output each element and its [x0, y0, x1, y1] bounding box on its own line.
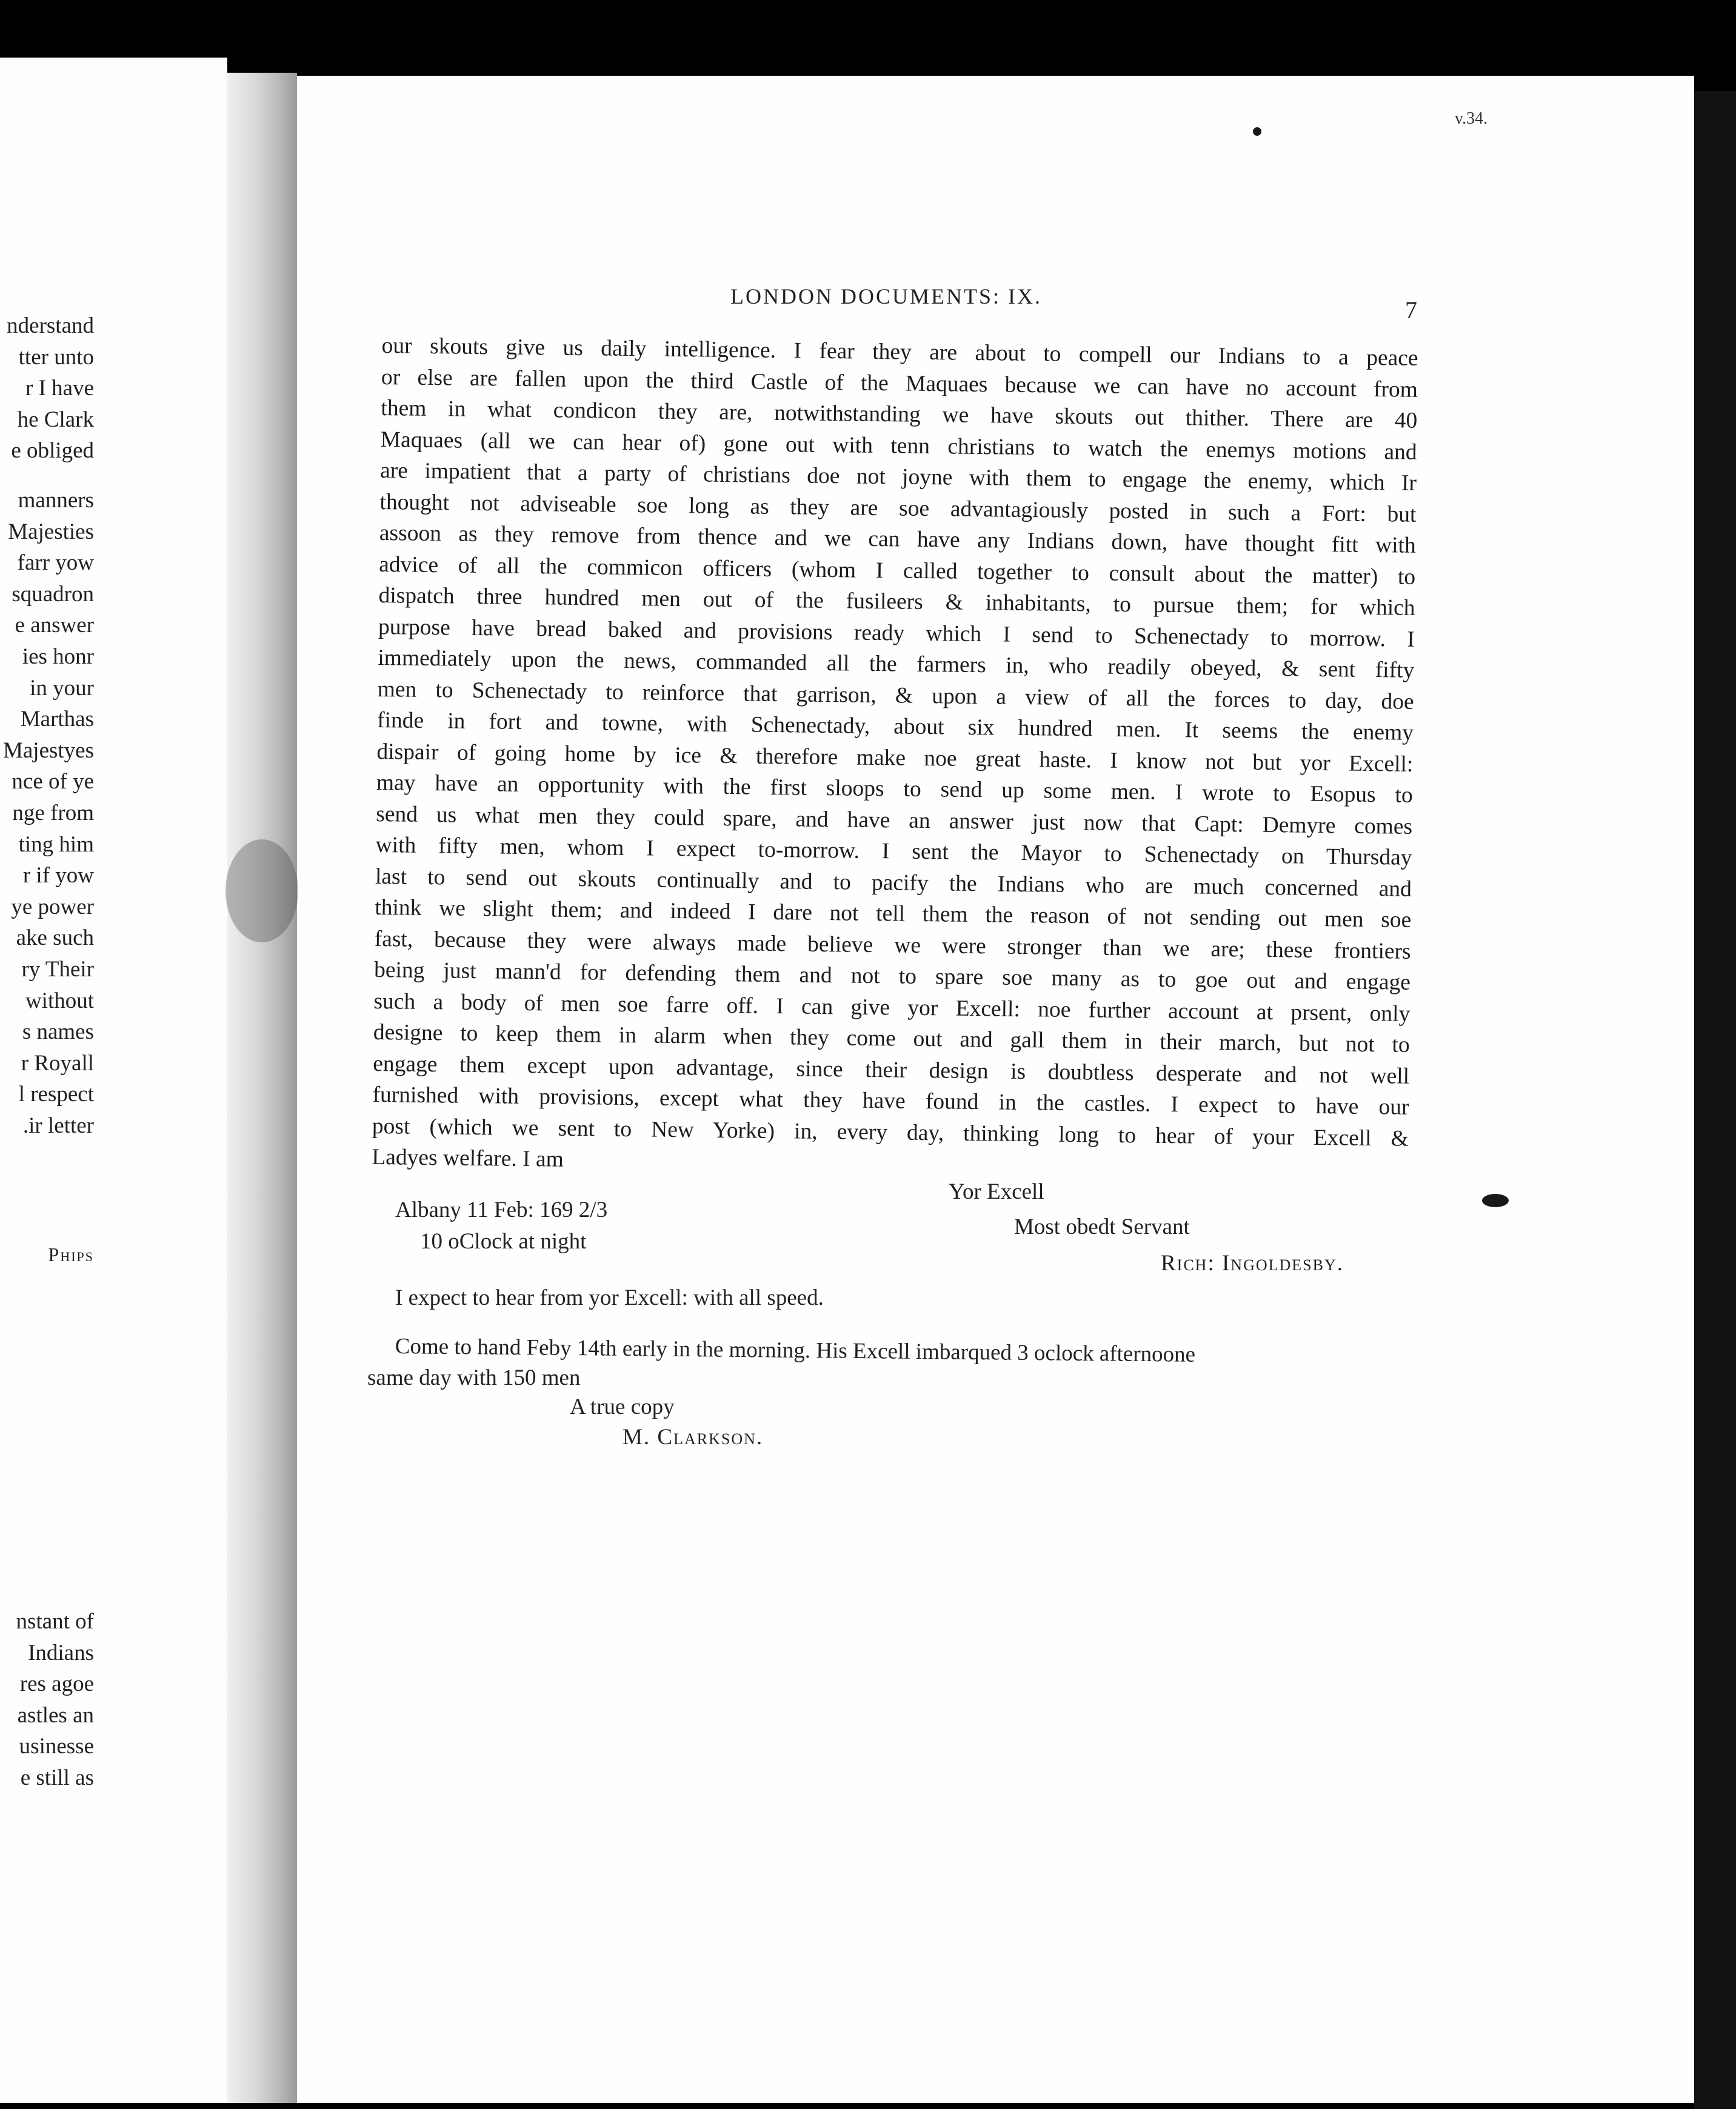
- book-gutter: [227, 73, 297, 2103]
- clerk-signature: M. Clarkson.: [623, 1425, 764, 1450]
- folio-mark: v.34.: [1455, 109, 1488, 128]
- letter-body: [372, 330, 1418, 1185]
- left-line: Majesties: [8, 519, 94, 544]
- receipt-note: Come to hand Feby 14th early in the morning. His Excell imbarqued 3 oclock afternoone: [395, 1334, 1196, 1367]
- left-line: ake such: [16, 925, 94, 951]
- left-line: he Clark: [17, 407, 94, 432]
- left-page-block-2: [0, 485, 94, 1141]
- receipt-note-2: same day with 150 men: [367, 1365, 581, 1390]
- left-line: Majestyes: [2, 738, 94, 763]
- body-line: fast, because they were always made believe we were stronger than we are; these frontiers: [374, 926, 1411, 964]
- body-line: are impatient that a party of christians doe not joyne with them to engage the enemy, which Ir: [379, 458, 1417, 496]
- left-line: l respect: [18, 1082, 94, 1107]
- body-line: designe to keep them in alarm when they come out and gall them in their march, but not to: [373, 1019, 1410, 1058]
- body-line: post (which we sent to New Yorke) in, every day, thinking long to hear of your Excell &: [372, 1113, 1409, 1151]
- left-line: e obliged: [11, 438, 94, 464]
- left-line: ting him: [18, 831, 94, 857]
- place-date: Albany 11 Feb: 169 2/3: [395, 1198, 608, 1222]
- body-line: assoon as they remove from thence and we can have any Indians down, have thought fitt with: [379, 520, 1417, 558]
- body-line: think we slight them; and indeed I dare not tell them the reason of not sending out men soe: [375, 895, 1412, 933]
- left-line: nderstand: [7, 313, 94, 338]
- left-line: r Royall: [21, 1050, 94, 1076]
- left-page-block-3: [0, 1606, 94, 1794]
- left-line: without: [25, 988, 94, 1013]
- left-line: tter unto: [18, 344, 94, 370]
- body-line: engage them except upon advantage, since their design is doubtless desperate and not well: [372, 1051, 1410, 1089]
- postscript: I expect to hear from yor Excell: with all speed.: [395, 1285, 824, 1310]
- running-head: LONDON DOCUMENTS: IX.: [730, 284, 1042, 308]
- left-line: r I have: [25, 376, 94, 401]
- left-line: usinesse: [19, 1734, 94, 1759]
- left-line: farr yow: [17, 550, 94, 576]
- body-line: purpose have bread baked and provisions ready which I send to Schenectady to morrow. I: [378, 614, 1415, 652]
- left-page-block-1: [0, 310, 94, 467]
- left-page-fragment: [0, 58, 227, 2103]
- body-line: such a body of men soe farre off. I can give yor Excell: noe further account at prsent, only: [373, 988, 1411, 1027]
- left-line: e still as: [20, 1765, 94, 1790]
- body-line: last to send out skouts continually and to pacify the Indians who are much concerned and: [375, 864, 1412, 902]
- ink-speck: [1253, 127, 1261, 136]
- left-line: ir letter.: [22, 1113, 94, 1138]
- body-line: Maquaes (all we can hear of) gone out with tenn christians to watch the enemys motions and: [380, 427, 1417, 465]
- body-line: men to Schenectady to reinforce that garrison, & upon a view of all the forces to day, doe: [377, 676, 1414, 715]
- body-line: send us what men they could spare, and have an answer just now that Capt: Demyre comes: [376, 801, 1413, 839]
- left-line: nce of ye: [12, 769, 94, 795]
- page-number: 7: [1405, 296, 1417, 324]
- left-line: e answer: [15, 613, 94, 638]
- body-line: Ladyes welfare. I am: [372, 1144, 564, 1172]
- body-line: with fifty men, whom I expect to-morrow. I sent the Mayor to Schenectady on Thursday: [375, 832, 1412, 870]
- servant-line: Most obedt Servant: [1014, 1214, 1190, 1239]
- body-line: our skouts give us daily intelligence. I fear they are about to compell our Indians to a peace: [381, 333, 1418, 371]
- left-line: ies honr: [22, 644, 94, 669]
- left-line: r if yow: [22, 863, 94, 888]
- ink-speck: [1482, 1194, 1509, 1207]
- body-line: advice of all the commicon officers (whom I called together to consult about the matter) to: [379, 551, 1416, 590]
- body-line: being just mann'd for defending them and not to spare soe many as to goe out and engage: [373, 957, 1411, 995]
- true-copy: A true copy: [570, 1394, 675, 1419]
- salutation: Yor Excell: [949, 1179, 1044, 1204]
- body-line: furnished with provisions, except what they have found in the castles. I expect to have our: [372, 1082, 1409, 1120]
- left-line: res agoe: [19, 1671, 94, 1697]
- signature: Rich: Ingoldesby.: [1161, 1251, 1344, 1276]
- film-edge: [1694, 91, 1736, 2109]
- ink-smudge: [225, 839, 298, 942]
- left-line: ye power: [11, 894, 94, 919]
- left-line: Indians: [28, 1640, 94, 1665]
- body-line: them in what condicon they are, notwithstanding we have skouts out thither. There are 40: [381, 395, 1418, 433]
- time-line: 10 oClock at night: [420, 1229, 587, 1254]
- body-line: may have an opportunity with the first sloops to send up some men. I wrote to Esopus to: [376, 770, 1414, 808]
- left-line: in your: [30, 675, 94, 701]
- body-line: finde in fort and towne, with Schenectady, about six hundred men. It seems the enemy: [376, 707, 1414, 745]
- left-line: astles an: [17, 1702, 94, 1728]
- body-line: dispatch three hundred men out of the fusileers & inhabitants, to pursue them; for which: [378, 582, 1415, 621]
- left-line: s names: [22, 1019, 94, 1045]
- left-line: squadron: [12, 581, 94, 607]
- left-line: nge from: [12, 800, 94, 825]
- left-line: Marthas: [20, 707, 94, 732]
- left-line: ry Their: [21, 956, 94, 982]
- left-page-signature: Phips: [48, 1244, 94, 1265]
- body-line: immediately upon the news, commanded all the farmers in, who readily obeyed, & sent fifty: [378, 645, 1415, 683]
- body-line: thought not adviseable soe long as they are soe advantagiously posted in such a Fort: but: [379, 489, 1417, 527]
- body-line: dispair of going home by ice & therefore make noe great haste. I know not but yor Excell:: [376, 739, 1414, 777]
- left-line: nstant of: [16, 1609, 94, 1634]
- left-line: manners: [18, 488, 94, 513]
- body-line: or else are fallen upon the third Castle of the Maquaes because we can have no account from: [381, 364, 1418, 402]
